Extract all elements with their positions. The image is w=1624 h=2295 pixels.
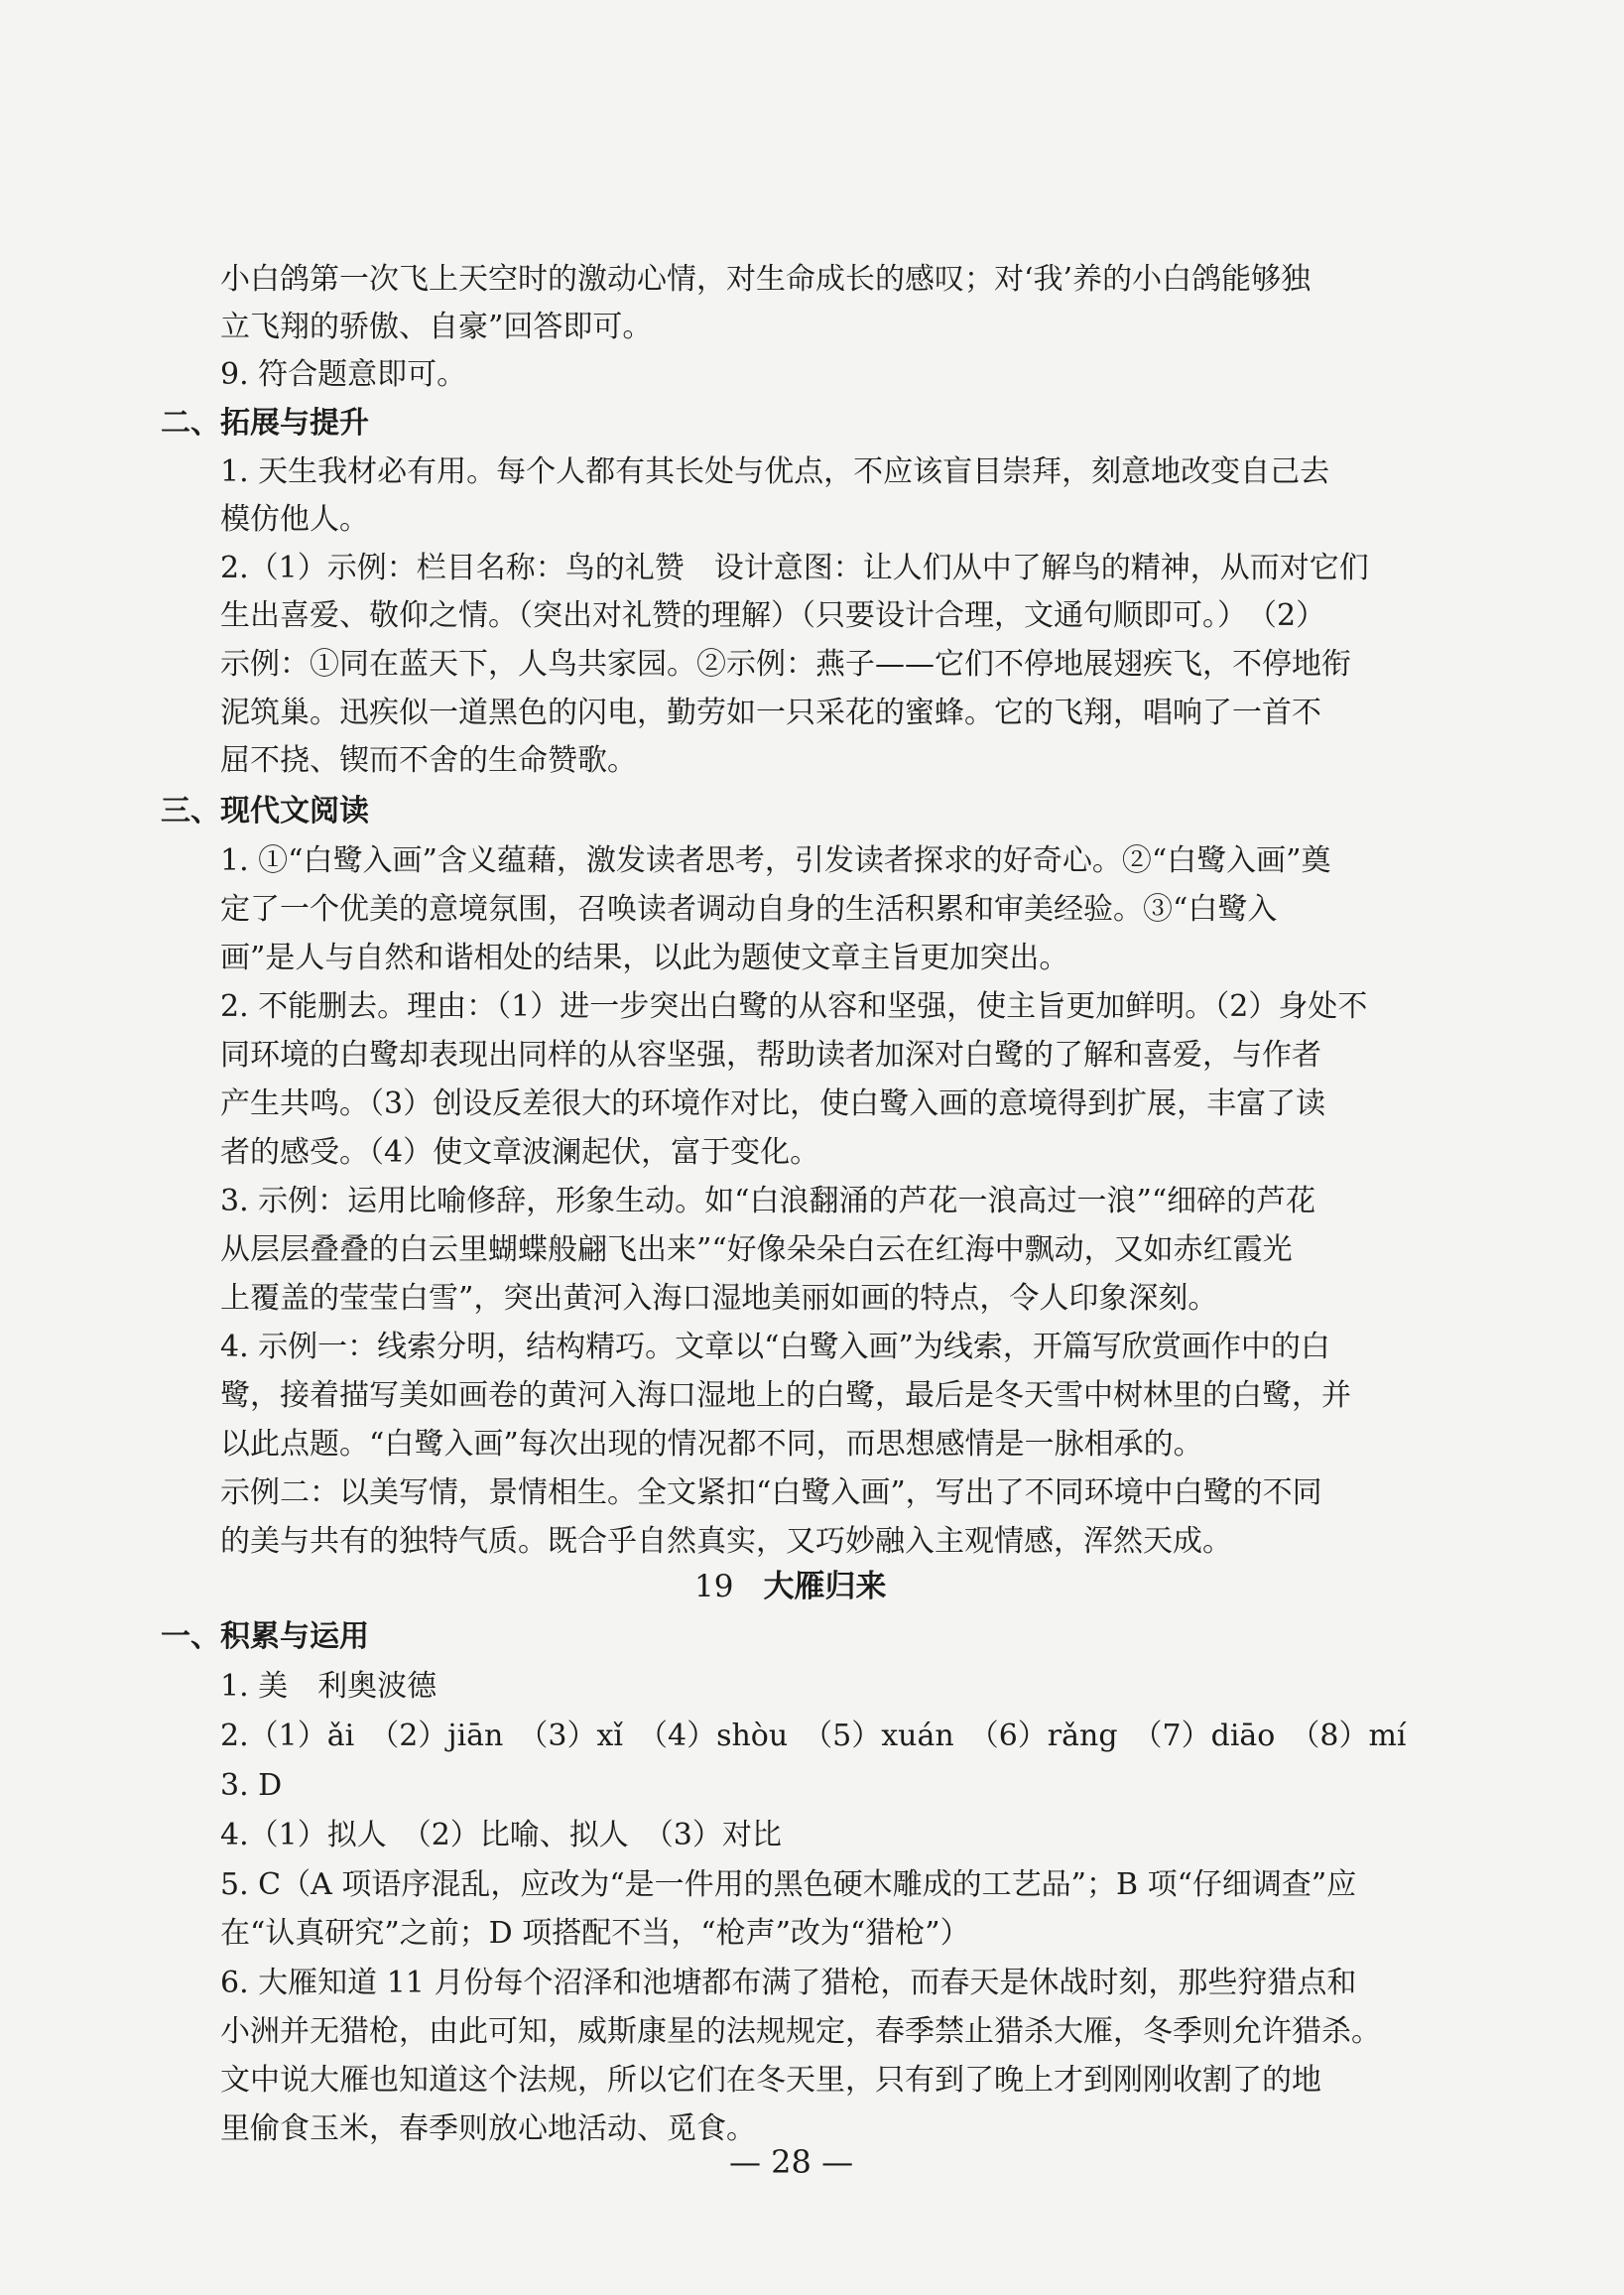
text-line: 5. C（A 项语序混乱，应改为“是一件用的黑色硬木雕成的工艺品”；B 项“仔细调查”应: [220, 1867, 1357, 1902]
text-line: 1. 天生我材必有用。每个人都有其长处与优点，不应该盲目崇拜，刻意地改变自己去: [220, 454, 1330, 489]
section-heading: 三、现代文阅读: [161, 794, 369, 829]
text-line: 从层层叠叠的白云里蝴蝶般翩飞出来”“好像朵朵白云在红海中飘动，又如赤红霞光: [220, 1232, 1293, 1267]
text-line: 画”是人与自然和谐相处的结果，以此为题使文章主旨更加突出。: [220, 941, 1069, 975]
text-line: 3. 示例：运用比喻修辞，形象生动。如“白浪翻涌的芦花一浪高过一浪”“细碎的芦花: [220, 1184, 1316, 1218]
text-line: 4. 示例一：线索分明，结构精巧。文章以“白鹭入画”为线索，开篇写欣赏画作中的白: [220, 1330, 1330, 1364]
text-line: 6. 大雁知道 11 月份每个沼泽和池塘都布满了猎枪，而春天是休战时刻，那些狩猎点和: [220, 1966, 1357, 2000]
text-line: 9. 符合题意即可。: [220, 357, 467, 392]
text-line: 1. ①“白鹭入画”含义蕴藉，激发读者思考，引发读者探求的好奇心。②“白鹭入画”奠: [220, 843, 1331, 878]
text-line: 产生共鸣。（3）创设反差很大的环境作对比，使白鹭入画的意境得到扩展，丰富了读: [220, 1086, 1326, 1121]
lesson-title-text: 大雁归来: [763, 1569, 887, 1604]
text-line: 3. D: [220, 1768, 283, 1803]
text-line: 在“认真研究”之前；D 项搭配不当，“枪声”改为“猎枪”）: [220, 1916, 970, 1951]
text-line: 屈不挠、锲而不舍的生命赞歌。: [220, 743, 637, 778]
page-number: — 28 —: [729, 2143, 854, 2181]
text-line: 泥筑巢。迅疾似一道黑色的闪电，勤劳如一只采花的蜜蜂。它的飞翔，唱响了一首不: [220, 696, 1321, 730]
text-line: 以此点题。“白鹭入画”每次出现的情况都不同，而思想感情是一脉相承的。: [220, 1427, 1203, 1462]
text-line: 示例二：以美写情，景情相生。全文紧扣“白鹭入画”，写出了不同环境中白鹭的不同: [220, 1475, 1322, 1510]
section-heading: 一、积累与运用: [161, 1619, 369, 1654]
text-line: 上覆盖的莹莹白雪”，突出黄河入海口湿地美丽如画的特点，令人印象深刻。: [220, 1281, 1218, 1316]
text-line: 2. 不能删去。理由：（1）进一步突出白鹭的从容和坚强，使主旨更加鲜明。（2）身处不: [220, 989, 1368, 1024]
text-line: 生出喜爱、敬仰之情。（突出对礼赞的理解）（只要设计合理，文通句顺即可。） （2）: [220, 598, 1326, 633]
text-line: 小洲并无猎枪，由此可知，威斯康星的法规规定，春季禁止猎杀大雁，冬季则允许猎杀。: [220, 2014, 1381, 2049]
text-line: 的美与共有的独特气质。既合乎自然真实，又巧妙融入主观情感，浑然天成。: [220, 1524, 1232, 1559]
text-line: 小白鸽第一次飞上天空时的激动心情，对生命成长的感叹；对‘我’养的小白鸽能够独: [220, 262, 1312, 297]
lesson-number: 19: [694, 1569, 734, 1604]
text-line: 2.（1）示例：栏目名称：鸟的礼赞 设计意图：让人们从中了解鸟的精神，从而对它们: [220, 551, 1369, 585]
text-line: 模仿他人。: [220, 502, 369, 537]
text-line: 2.（1）ǎi （2）jiān （3）xǐ （4）shòu （5）xuán （6）rǎng （7）diāo （8）mí: [220, 1719, 1407, 1753]
text-line: 定了一个优美的意境氛围，召唤读者调动自身的生活积累和审美经验。③“白鹭入: [220, 892, 1278, 927]
text-line: 同环境的白鹭却表现出同样的从容坚强，帮助读者加深对白鹭的了解和喜爱，与作者: [220, 1038, 1321, 1073]
text-line: 者的感受。（4）使文章波澜起伏，富于变化。: [220, 1135, 820, 1170]
text-line: 立飞翔的骄傲、自豪”回答即可。: [220, 310, 653, 344]
text-line: 文中说大雁也知道这个法规，所以它们在冬天里，只有到了晚上才到刚刚收割了的地: [220, 2063, 1321, 2098]
text-line: 里偷食玉米，春季则放心地活动、觅食。: [220, 2111, 756, 2146]
text-line: 示例：①同在蓝天下，人鸟共家园。②示例：燕子——它们不停地展翅疾飞，不停地衔: [220, 647, 1351, 682]
text-line: 4.（1）拟人 （2）比喻、拟人 （3）对比: [220, 1818, 782, 1852]
text-line: 鹭，接着描写美如画卷的黄河入海口湿地上的白鹭，最后是冬天雪中树林里的白鹭，并: [220, 1378, 1351, 1413]
text-line: 1. 美 利奥波德: [220, 1669, 437, 1704]
lesson-title: [694, 1563, 886, 1610]
section-heading: 二、拓展与提升: [161, 406, 369, 441]
